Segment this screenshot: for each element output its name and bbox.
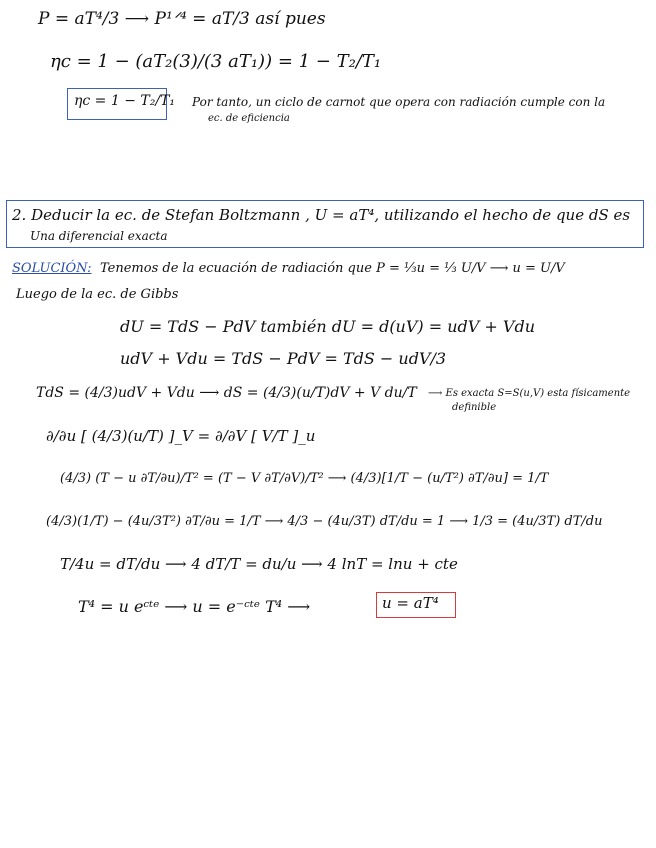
eq-integrate: T/4u = dT/du ⟶ 4 dT/T = du/u ⟶ 4 lnT = lnu + cte (60, 555, 458, 573)
eq-gibbs-1: dU = TdS − PdV también dU = d(uV) = udV + Vdu (120, 317, 536, 336)
solution-label: SOLUCIÓN: (12, 261, 92, 276)
eq-expand-1: (4/3) (T − u ∂T/∂u)/T² = (T − V ∂T/∂V)/T² ⟶ (4/3)[1/T − (u/T²) ∂T/∂u] = 1/T (60, 471, 549, 486)
solution-intro: Tenemos de la ecuación de radiación que P = ⅓u = ⅓ U/V ⟶ u = U/V (100, 261, 565, 276)
problem-statement-cont: Una diferencial exacta (30, 229, 168, 243)
eq-entropy: TdS = (4/3)udV + Vdu ⟶ dS = (4/3)(u/T)dV + V du/T (36, 385, 417, 401)
eq-expand-2: (4/3)(1/T) − (4u/3T²) ∂T/∂u = 1/T ⟶ 4/3 − (4u/3T) dT/du = 1 ⟶ 1/3 = (4u/3T) dT/du (46, 514, 603, 529)
gibbs-intro: Luego de la ec. de Gibbs (16, 287, 179, 302)
result-eq: u = aT⁴ (382, 594, 439, 612)
exact-note-2: definible (452, 402, 497, 413)
top-eq-pressure: P = aT⁴/3 ⟶ P¹ᐟ⁴ = aT/3 así pues (38, 9, 326, 29)
problem-statement: 2. Deducir la ec. de Stefan Boltzmann , U = aT⁴, utilizando el hecho de que dS es (12, 206, 631, 224)
eq-gibbs-2: udV + Vdu = TdS − PdV = TdS − udV/3 (120, 349, 447, 368)
carnot-note-1: Por tanto, un ciclo de carnot que opera con radiación cumple con la (192, 95, 606, 109)
exact-note-1: ⟶ Es exacta S=S(u,V) esta físicamente (428, 388, 631, 399)
eq-partial-derivatives: ∂/∂u [ (4/3)(u/T) ]_V = ∂/∂V [ V/T ]_u (46, 427, 316, 445)
carnot-note-2: ec. de eficiencia (208, 113, 290, 124)
efficiency-boxed-eq: ηc = 1 − T₂/T₁ (74, 93, 176, 109)
top-eq-efficiency: ηc = 1 − (aT₂(3)/(3 aT₁)) = 1 − T₂/T₁ (50, 51, 382, 72)
eq-final: T⁴ = u eᶜᵗᵉ ⟶ u = e⁻ᶜᵗᵉ T⁴ ⟶ (78, 597, 311, 616)
